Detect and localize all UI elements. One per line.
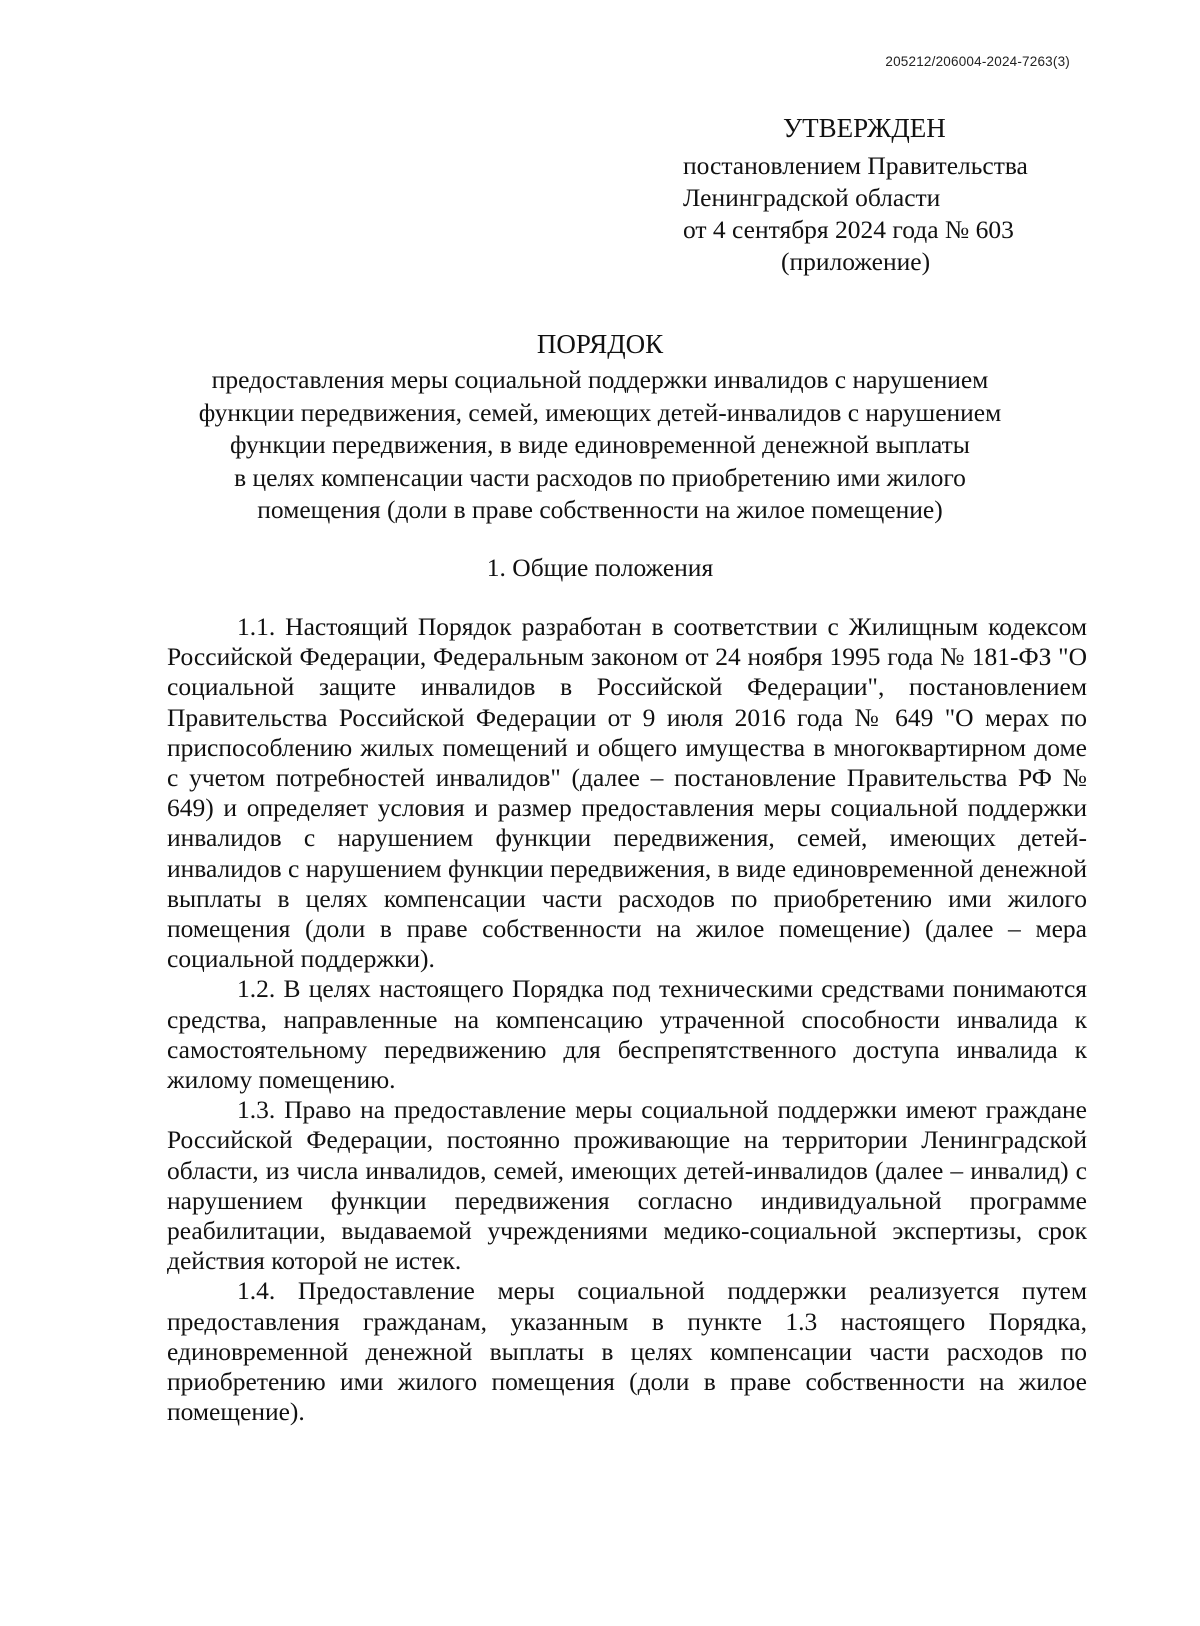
paragraph-1-3: 1.3. Право на предоставление меры социальной поддержки имеют граждане Российской Федерации, постоянно проживающие на территории Ленинградской области, из числа инвалидов, семей, имеющих детей-инвалидов (далее – инвалид) с нарушением функции передвижения согласно индивидуальной программе реабилитации, выдаваемой учреждениями медико-социальной экспертизы, срок действия которой не истек. [167,1095,1087,1276]
approval-line-appendix: (приложение) [781,247,931,276]
approval-line-resolution: постановлением Правительства [683,151,1028,180]
document-body [167,612,1087,1427]
paragraph-1-4: 1.4. Предоставление меры социальной поддержки реализуется путем предоставления гражданам, указанным в пункте 1.3 настоящего Порядка, единовременной денежной выплаты в целях компенсации части расходов по приобретению ими жилого помещения (доли в праве собственности на жилое помещение). [167,1276,1087,1427]
approval-title: УТВЕРЖДЕН [783,113,946,143]
approval-line-region: Ленинградской области [683,183,941,212]
subtitle-line: в целях компенсации части расходов по приобретению ими жилого [234,462,966,492]
document-registration-number: 205212/206004-2024-7263(3) [885,54,1070,69]
paragraph-1-2: 1.2. В целях настоящего Порядка под техническими средствами понимаются средства, направленные на компенсацию утраченной способности инвалида к самостоятельному передвижению для беспрепятственного доступа инвалида к жилому помещению. [167,974,1087,1095]
subtitle-line: функции передвижения, в виде единовременной денежной выплаты [230,430,970,459]
document-title: ПОРЯДОК [536,329,664,359]
section-heading: 1. Общие положения [486,553,714,582]
paragraph-1-1: 1.1. Настоящий Порядок разработан в соответствии с Жилищным кодексом Российской Федерации, Федеральным законом от 24 ноября 1995 года № 181-ФЗ "О социальной защите инвалидов в Российской Федерации", постановлением Правительства Российской Федерации от 9 июля 2016 года № 649 "О мерах по приспособлению жилых помещений и общего имущества в многоквартирном доме с учетом потребностей инвалидов" (далее – постановление Правительства РФ № 649) и определяет условия и размер предоставления меры социальной поддержки инвалидов с нарушением функции передвижения, семей, имеющих детей-инвалидов с нарушением функции передвижения, в виде единовременной денежной выплаты в целях компенсации части расходов по приобретению ими жилого помещения (доли в праве собственности на жилое помещение) (далее – мера социальной поддержки). [167,612,1087,974]
approval-line-date-number: от 4 сентября 2024 года № 603 [683,215,1014,244]
subtitle-line: помещения (доли в праве собственности на жилое помещение) [257,495,943,524]
subtitle-line: функции передвижения, семей, имеющих детей-инвалидов с нарушением [198,397,1002,427]
subtitle-line: предоставления меры социальной поддержки инвалидов с нарушением [211,365,989,394]
document-subtitle [150,364,1050,527]
approval-block [683,112,1103,278]
